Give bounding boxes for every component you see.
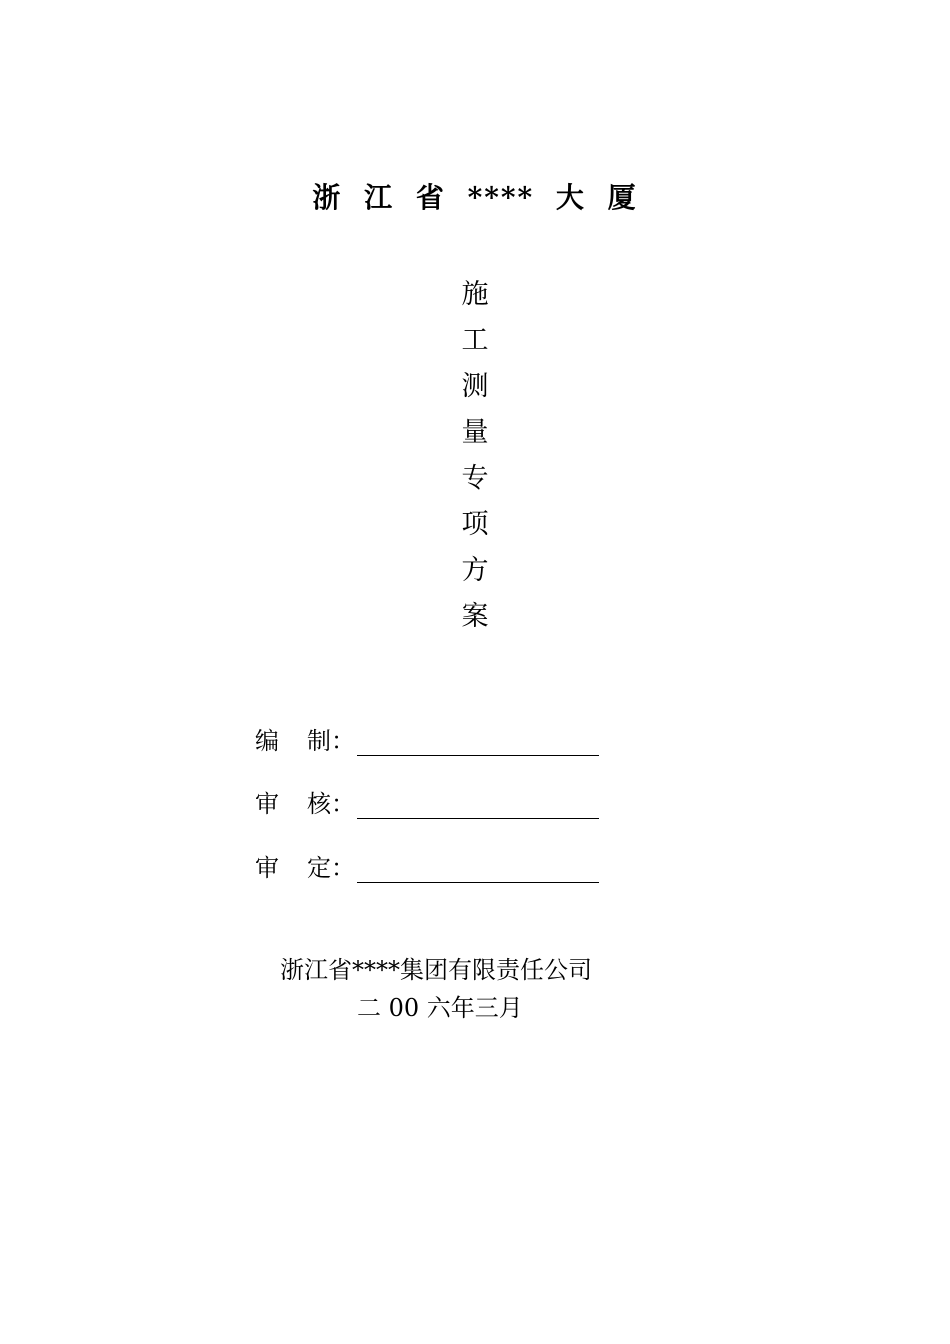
subtitle-char: 施 <box>461 279 489 310</box>
document-title: 浙 江 省 **** 大 厦 <box>312 181 638 214</box>
signature-label-char: 制： <box>307 727 355 755</box>
signature-row-review <box>255 787 599 819</box>
signature-line <box>357 729 599 756</box>
signature-label-char: 审 <box>255 854 279 882</box>
subtitle-char: 测 <box>461 371 489 402</box>
signature-label <box>255 784 355 819</box>
signature-label <box>255 848 355 883</box>
document-date: 二 00 六年三月 <box>357 994 523 1022</box>
company-name: 浙江省****集团有限责任公司 <box>280 956 592 984</box>
vertical-subtitle <box>455 272 495 640</box>
signature-label-char: 编 <box>255 727 279 755</box>
subtitle-char: 方 <box>461 555 489 586</box>
signature-label-char: 定： <box>307 854 355 882</box>
subtitle-char: 案 <box>461 601 489 632</box>
signature-line <box>357 856 599 883</box>
signature-label-char: 核： <box>307 790 355 818</box>
subtitle-char: 量 <box>461 417 489 448</box>
signature-row-approve <box>255 851 599 883</box>
signature-row-compile <box>255 724 599 756</box>
signature-label-char: 审 <box>255 790 279 818</box>
subtitle-char: 项 <box>461 509 489 540</box>
subtitle-char: 专 <box>461 463 489 494</box>
signature-label <box>255 721 355 756</box>
subtitle-char: 工 <box>461 325 489 356</box>
signature-line <box>357 792 599 819</box>
